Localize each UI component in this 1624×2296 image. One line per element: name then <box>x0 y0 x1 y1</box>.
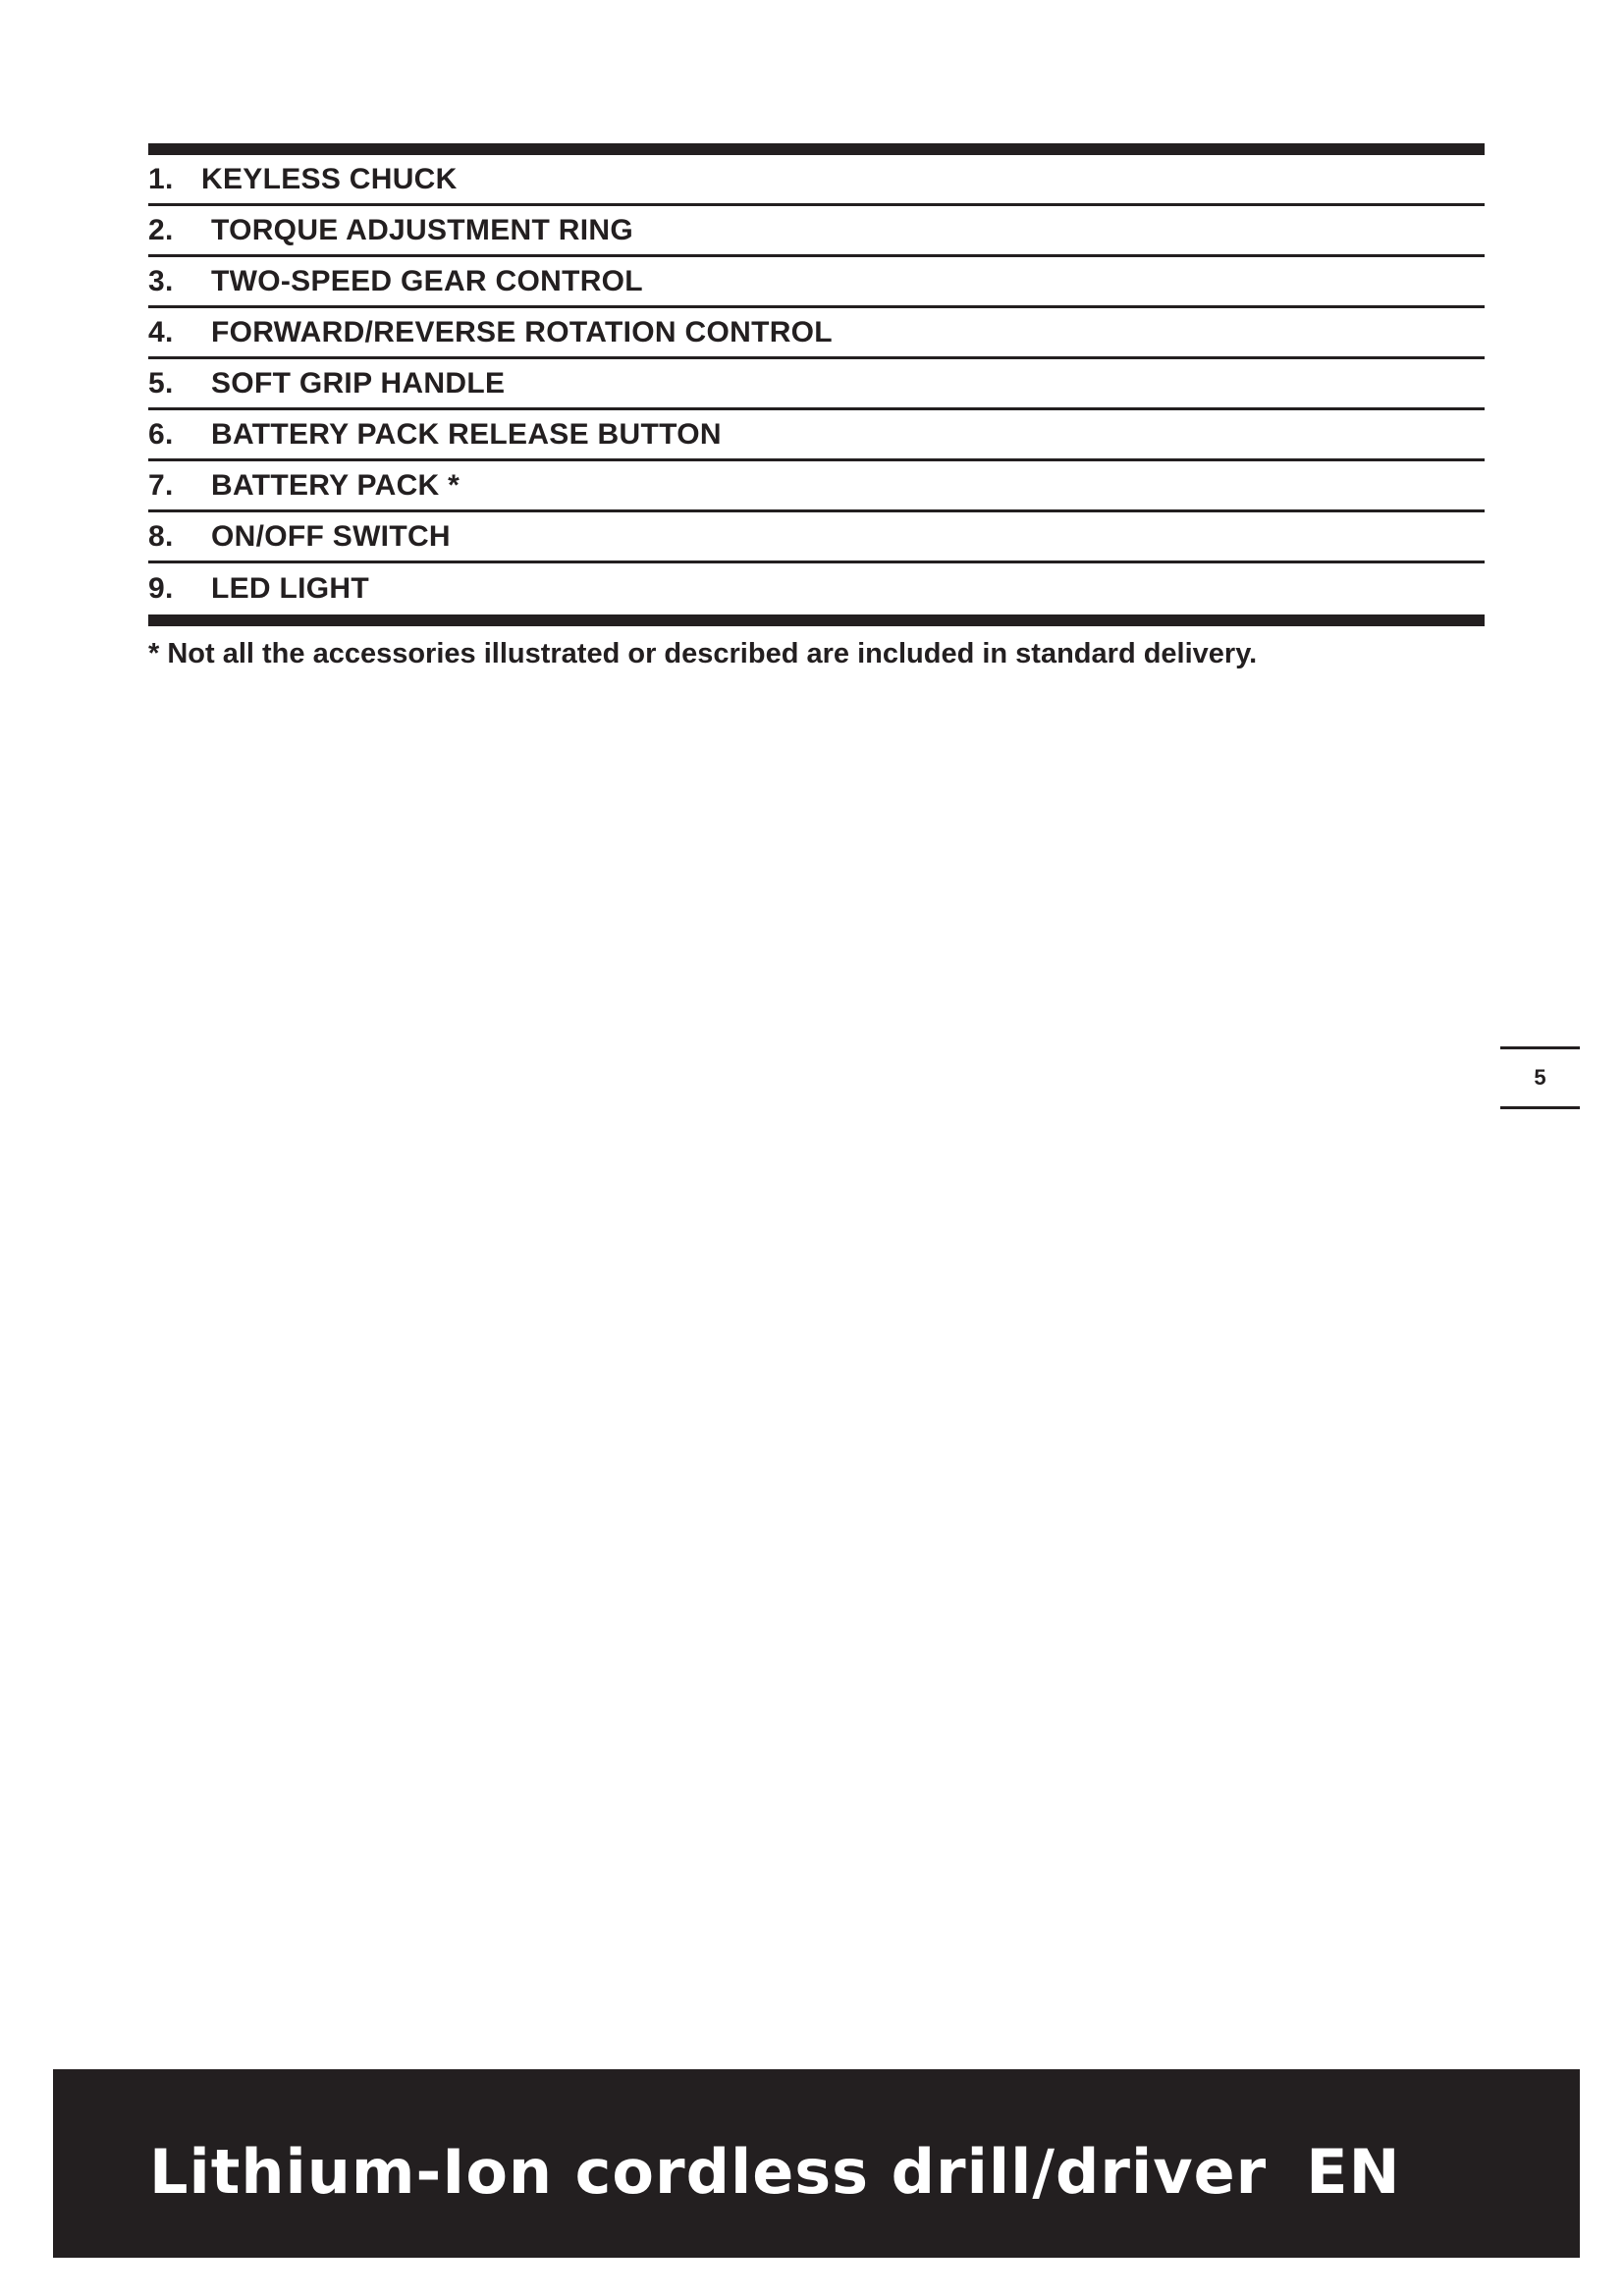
product-title: Lithium-Ion cordless drill/driver <box>149 2135 1268 2208</box>
language-code: EN <box>1306 2135 1401 2208</box>
part-row-2 <box>148 206 1485 257</box>
footer-banner <box>53 2069 1580 2258</box>
part-row-4 <box>148 308 1485 359</box>
part-label: FORWARD/REVERSE ROTATION CONTROL <box>211 315 833 348</box>
part-row-1 <box>148 155 1485 206</box>
part-label: SOFT GRIP HANDLE <box>211 366 506 400</box>
part-label: BATTERY PACK RELEASE BUTTON <box>211 417 722 451</box>
part-number: 7. <box>148 468 174 502</box>
part-row-8 <box>148 512 1485 563</box>
part-label: KEYLESS CHUCK <box>201 162 458 195</box>
part-label: ON/OFF SWITCH <box>211 519 451 553</box>
part-number: 4. <box>148 315 174 348</box>
part-row-6 <box>148 410 1485 461</box>
part-label: TWO-SPEED GEAR CONTROL <box>211 264 643 297</box>
part-row-5 <box>148 359 1485 410</box>
part-row-9 <box>148 563 1485 614</box>
page-number-text: 5 <box>1534 1065 1546 1090</box>
part-number: 1. <box>148 162 174 195</box>
part-label: BATTERY PACK * <box>211 468 460 502</box>
part-number: 3. <box>148 264 174 297</box>
part-label: TORQUE ADJUSTMENT RING <box>211 213 633 246</box>
part-row-3 <box>148 257 1485 308</box>
page-number <box>1500 1046 1580 1109</box>
part-number: 5. <box>148 366 174 400</box>
part-row-7 <box>148 461 1485 512</box>
part-number: 8. <box>148 519 174 553</box>
part-number: 9. <box>148 572 174 605</box>
part-number: 6. <box>148 417 174 451</box>
accessories-footnote: * Not all the accessories illustrated or described are included in standard delivery. <box>148 638 1258 669</box>
part-label: LED LIGHT <box>211 572 370 605</box>
part-number: 2. <box>148 213 174 246</box>
parts-list <box>148 143 1485 626</box>
